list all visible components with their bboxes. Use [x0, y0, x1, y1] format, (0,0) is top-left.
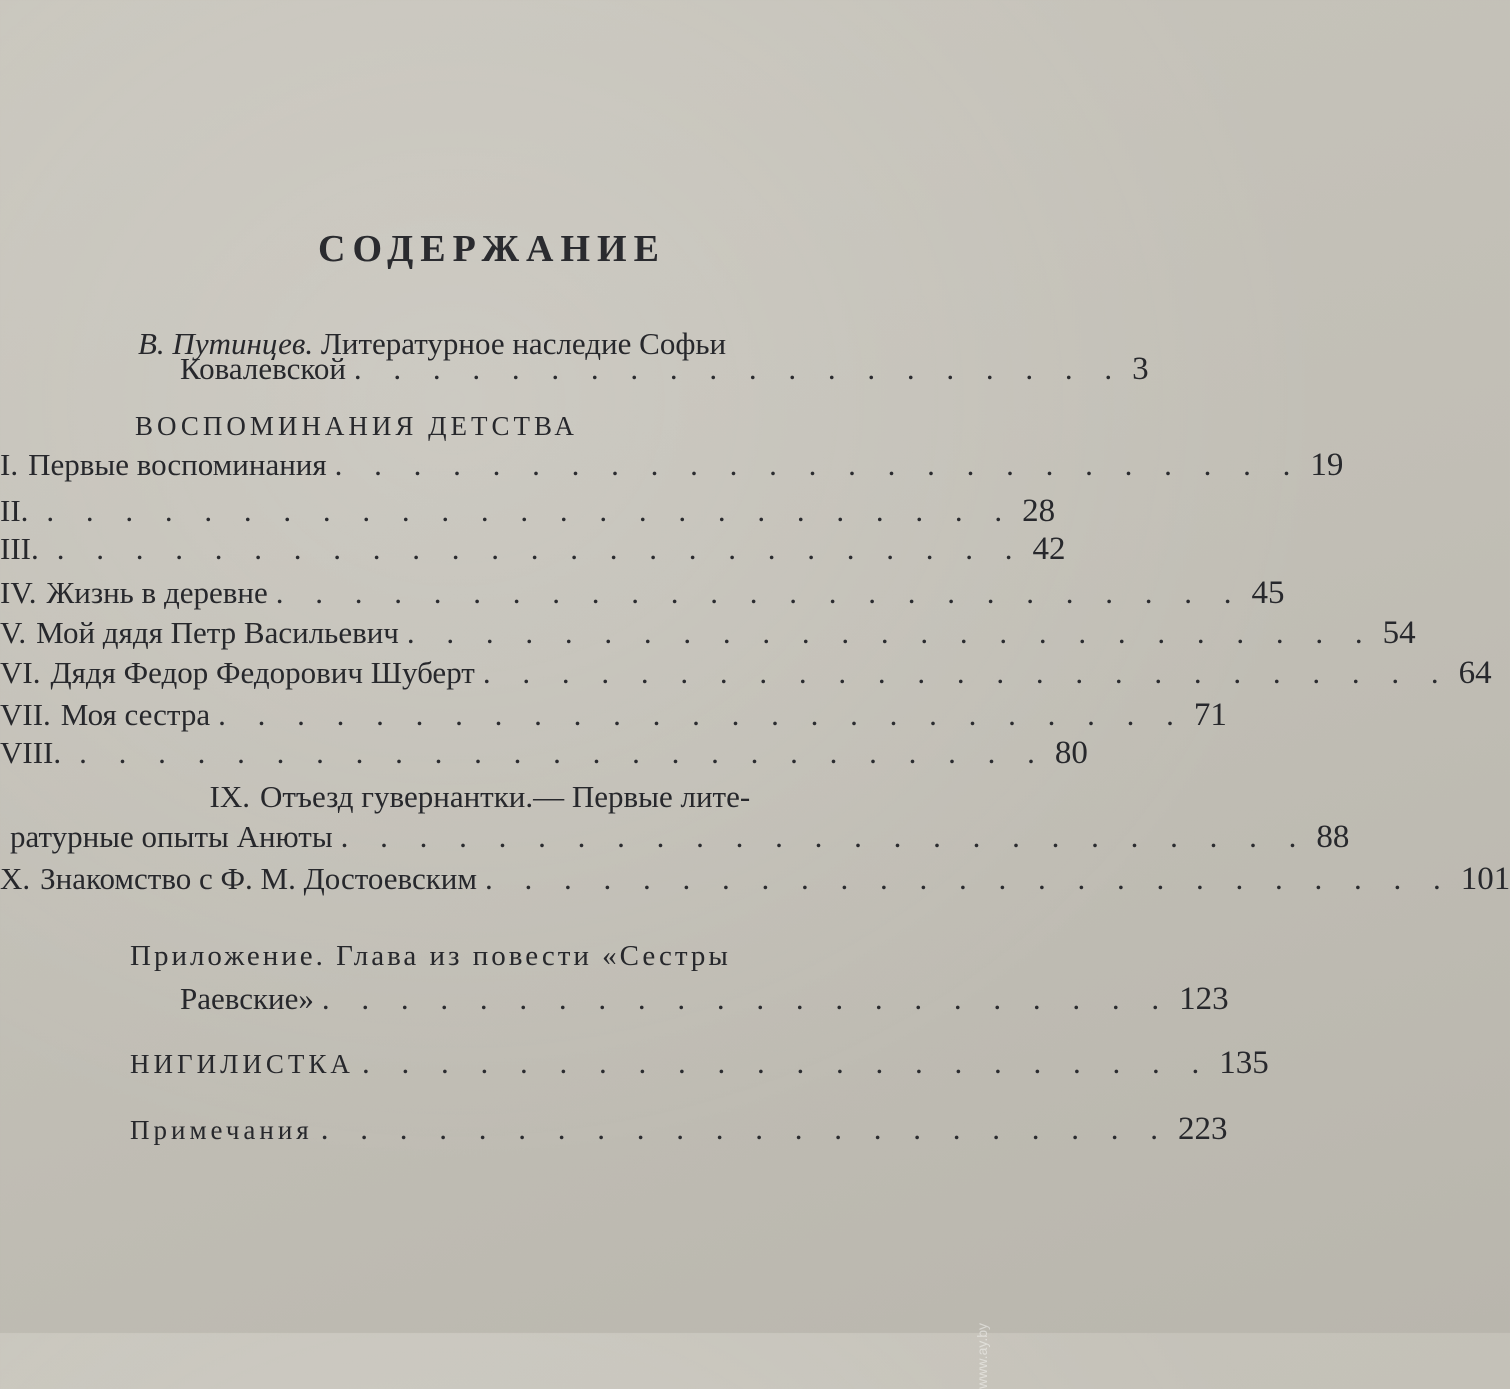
intro-title-line2: Ковалевской	[180, 351, 346, 386]
chapter-page: 54	[1382, 615, 1416, 651]
chapter-number: II.	[0, 493, 29, 528]
chapter-row	[0, 818, 1350, 858]
leader-dots: . . . . . . . . . . . . . . . . . . . . . . . . .	[485, 861, 1453, 896]
chapter-row	[0, 492, 1056, 532]
chapter-row	[0, 654, 1492, 694]
chapter-row	[0, 574, 1285, 614]
chapter-number: IX.	[209, 779, 250, 814]
chapter-page: 28	[1022, 493, 1056, 529]
notes-title: Примечания	[130, 1115, 313, 1145]
chapter-row	[0, 778, 890, 818]
leader-dots: . . . . . . . . . . . . . . . . . . . . . . . . .	[406, 615, 1375, 650]
chapter-title: Отъезд гувернантки.— Первые лите-	[260, 779, 751, 814]
appendix-title-line2: Раевские»	[180, 981, 314, 1016]
intro-title-line1: Литературное наследие Софьи	[320, 326, 727, 361]
intro-entry-line2	[180, 350, 1149, 390]
nihilist-title: НИГИЛИСТКА	[130, 1049, 354, 1079]
leader-dots: . . . . . . . . . . . . . . . . . . . . . . . . .	[482, 655, 1451, 690]
chapter-number: VIII.	[0, 735, 62, 770]
leader-dots: . . . . . . . . . . . . . . . . . . . . . . . . .	[46, 493, 1015, 528]
chapter-title: Знакомство с Ф. М. Достоевским	[40, 861, 478, 896]
chapter-number: VII.	[0, 697, 51, 732]
page-title: СОДЕРЖАНИЕ	[318, 228, 666, 270]
chapter-number: III.	[0, 531, 39, 566]
chapter-title: Моя сестра	[60, 697, 211, 732]
chapter-number: V.	[0, 615, 27, 650]
chapter-number: I.	[0, 447, 19, 482]
chapter-page: 88	[1316, 819, 1350, 855]
chapter-page: 45	[1251, 575, 1285, 611]
chapter-title: ратурные опыты Анюты	[10, 819, 333, 854]
leader-dots: . . . . . . . . . . . . . . . . . . . . . .	[321, 981, 1172, 1016]
leader-dots: . . . . . . . . . . . . . . . . . . . .	[353, 351, 1125, 386]
chapter-row	[0, 696, 1227, 736]
notes-entry	[130, 1110, 1228, 1150]
notes-page: 223	[1177, 1111, 1228, 1147]
chapter-number: X.	[0, 861, 31, 896]
chapter-page: 19	[1310, 447, 1344, 483]
chapter-title: Мой дядя Петр Васильевич	[36, 615, 399, 650]
chapter-title: Первые воспоминания	[28, 447, 327, 482]
chapter-title: Дядя Федор Федорович Шуберт	[50, 655, 475, 690]
appendix-page: 123	[1179, 981, 1229, 1017]
leader-dots: . . . . . . . . . . . . . . . . . . . . . . . . .	[56, 531, 1025, 566]
chapter-page: 64	[1458, 655, 1492, 691]
nihilist-entry	[130, 1044, 1269, 1084]
chapter-title: Жизнь в деревне	[46, 575, 268, 610]
chapter-row	[0, 530, 1066, 570]
leader-dots: . . . . . . . . . . . . . . . . . . . . . . . . .	[275, 575, 1244, 610]
chapter-row	[0, 860, 1510, 900]
watermark: www.ay.by	[974, 1323, 990, 1389]
leader-dots: . . . . . . . . . . . . . . . . . . . . . .	[361, 1045, 1212, 1080]
intro-page: 3	[1132, 351, 1149, 387]
chapter-number: VI.	[0, 655, 41, 690]
appendix-line1: Приложение. Глава из повести «Сестры	[130, 940, 731, 972]
section-heading: ВОСПОМИНАНИЯ ДЕТСТВА	[135, 411, 578, 441]
chapter-page: 80	[1054, 735, 1088, 771]
chapter-number: IV.	[0, 575, 37, 610]
chapter-page: 71	[1193, 697, 1227, 733]
leader-dots: . . . . . . . . . . . . . . . . . . . . . . . . .	[218, 697, 1186, 732]
chapter-row	[0, 446, 1344, 486]
appendix-line2	[180, 980, 1229, 1020]
intro-author: В. Путинцев.	[138, 326, 314, 361]
leader-dots: . . . . . . . . . . . . . . . . . . . . . . . . .	[79, 735, 1047, 770]
chapter-page: 42	[1032, 531, 1066, 567]
chapter-row	[0, 734, 1088, 774]
chapter-page: 101	[1460, 861, 1510, 897]
leader-dots: . . . . . . . . . . . . . . . . . . . . . . . . .	[340, 819, 1309, 854]
chapter-row	[0, 614, 1416, 654]
leader-dots: . . . . . . . . . . . . . . . . . . . . . .	[320, 1111, 1170, 1146]
nihilist-page: 135	[1219, 1045, 1269, 1081]
leader-dots: . . . . . . . . . . . . . . . . . . . . . . . . .	[334, 447, 1303, 482]
